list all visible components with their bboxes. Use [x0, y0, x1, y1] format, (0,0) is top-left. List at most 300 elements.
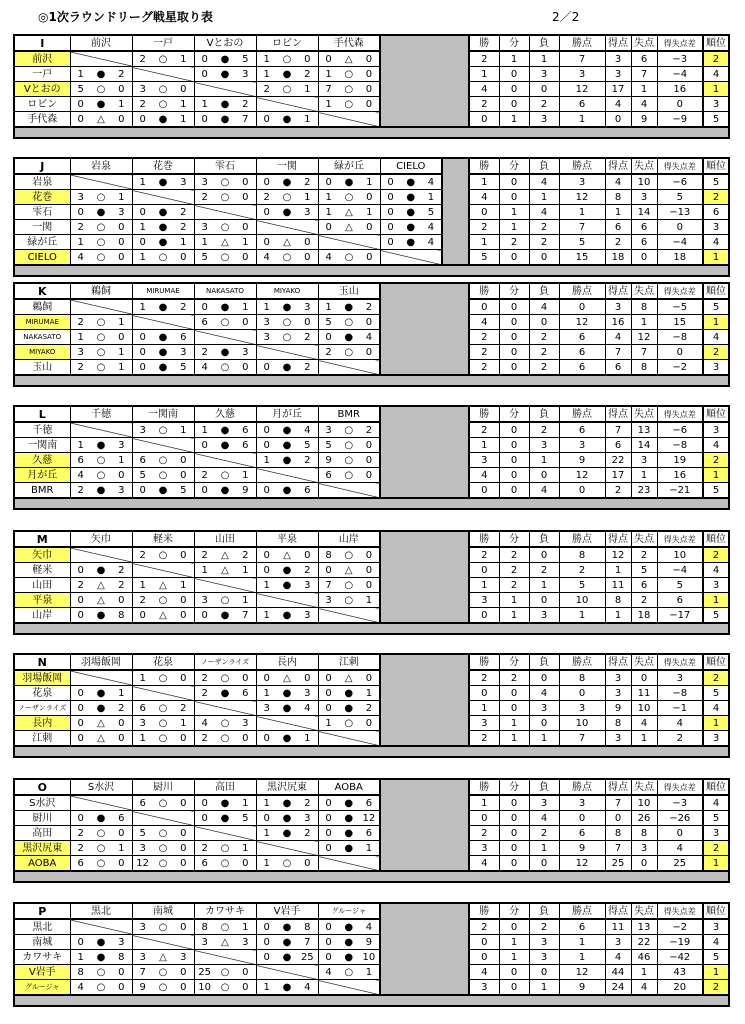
score-for: 6 — [139, 702, 146, 714]
row-team-name: 山田 — [14, 578, 70, 593]
score-against: 0 — [242, 966, 249, 978]
stat-header: 分 — [499, 903, 529, 919]
points: 6 — [559, 826, 605, 841]
stat-header: 分 — [499, 779, 529, 795]
draws: 1 — [499, 608, 529, 624]
points: 10 — [559, 716, 605, 731]
score-for: 0 — [263, 732, 270, 744]
self-match-diagonal — [256, 841, 318, 856]
match-result — [256, 811, 318, 826]
score-for: 12 — [136, 857, 150, 869]
result-mark: ● — [158, 331, 168, 343]
score-against: 2 — [242, 549, 249, 561]
score-for: 1 — [139, 251, 146, 263]
wins: 3 — [469, 453, 499, 468]
score-against: 1 — [118, 454, 125, 466]
team-row — [14, 980, 729, 996]
score-against: 0 — [118, 83, 125, 95]
row-team-name: AOBA — [14, 856, 70, 872]
score-for: 0 — [325, 936, 332, 948]
score-for: 0 — [139, 331, 146, 343]
result-mark: ● — [220, 812, 230, 824]
match-result — [256, 980, 318, 996]
result-mark: ○ — [220, 361, 230, 373]
stat-header: 順位 — [703, 779, 729, 795]
points: 8 — [559, 670, 605, 686]
rank: 5 — [703, 299, 729, 315]
result-mark: ○ — [220, 966, 230, 978]
draws: 1 — [499, 935, 529, 950]
losses: 2 — [529, 97, 559, 112]
stat-header: 得点 — [605, 779, 631, 795]
stat-header: 得点 — [605, 158, 631, 174]
score-against: 0 — [180, 594, 187, 606]
goal-difference: 6 — [657, 593, 703, 608]
result-mark: ● — [158, 301, 168, 313]
score-for: 1 — [325, 301, 332, 313]
row-team-name: 緑が丘 — [14, 235, 70, 250]
result-mark: △ — [159, 951, 167, 963]
team-row — [14, 856, 729, 872]
score-for: 1 — [201, 564, 208, 576]
losses: 4 — [529, 811, 559, 826]
losses: 4 — [529, 205, 559, 220]
wins: 4 — [469, 468, 499, 483]
match-result — [380, 190, 442, 205]
result-mark: ● — [344, 812, 354, 824]
result-mark: ○ — [344, 549, 354, 561]
match-result — [318, 811, 380, 826]
goals-against: 5 — [631, 563, 657, 578]
score-against: 0 — [118, 251, 125, 263]
draws: 0 — [499, 422, 529, 438]
group-label: O — [14, 779, 70, 795]
result-mark: ● — [220, 113, 230, 125]
row-team-name: 花泉 — [14, 686, 70, 701]
draws: 0 — [499, 826, 529, 841]
self-match-diagonal — [256, 965, 318, 980]
group-label: I — [14, 35, 70, 51]
score-for: 10 — [198, 981, 212, 993]
match-result — [70, 856, 132, 872]
goal-difference: −6 — [657, 174, 703, 190]
score-against: 1 — [180, 236, 187, 248]
result-mark: ○ — [96, 236, 106, 248]
score-for: 6 — [325, 469, 332, 481]
column-team-name: Vとおの — [194, 35, 256, 51]
stat-header: 得点 — [605, 654, 631, 670]
goals-for: 3 — [605, 67, 631, 82]
score-against: 3 — [242, 68, 249, 80]
wins: 1 — [469, 701, 499, 716]
losses: 3 — [529, 950, 559, 965]
score-against: 4 — [365, 331, 373, 343]
column-team-name: 平泉 — [256, 531, 318, 547]
goals-for: 3 — [605, 686, 631, 701]
points: 7 — [559, 51, 605, 67]
result-mark: ● — [220, 98, 230, 110]
losses: 4 — [529, 483, 559, 499]
goal-difference: 3 — [657, 670, 703, 686]
rank: 3 — [703, 826, 729, 841]
draws: 2 — [499, 670, 529, 686]
draws: 1 — [499, 205, 529, 220]
match-result — [194, 190, 256, 205]
result-mark: ○ — [220, 594, 230, 606]
score-for: 2 — [325, 346, 332, 358]
goal-difference: 0 — [657, 345, 703, 360]
goal-difference: 43 — [657, 965, 703, 980]
result-mark: ● — [282, 797, 292, 809]
match-result — [194, 811, 256, 826]
stat-header: 得点 — [605, 903, 631, 919]
score-for: 0 — [77, 732, 84, 744]
rank: 2 — [703, 670, 729, 686]
match-result — [256, 422, 318, 438]
score-for: 3 — [263, 316, 270, 328]
score-against: 0 — [180, 732, 187, 744]
stat-header: 失点 — [631, 283, 657, 299]
match-result — [70, 593, 132, 608]
goals-against: 11 — [631, 686, 657, 701]
team-row — [14, 422, 729, 438]
match-result — [194, 67, 256, 82]
points: 6 — [559, 97, 605, 112]
wins: 1 — [469, 438, 499, 453]
group-label: N — [14, 654, 70, 670]
result-mark: ● — [282, 68, 292, 80]
score-against: 6 — [118, 812, 125, 824]
stat-header: 失点 — [631, 158, 657, 174]
points: 5 — [559, 235, 605, 250]
result-mark: ● — [282, 702, 292, 714]
stat-header: 得失点差 — [657, 35, 703, 51]
wins: 2 — [469, 360, 499, 376]
score-against: 5 — [427, 206, 435, 218]
result-mark: ○ — [96, 469, 106, 481]
column-team-name: 月が丘 — [256, 406, 318, 422]
score-against: 0 — [365, 454, 373, 466]
score-against: 0 — [180, 842, 187, 854]
score-against: 3 — [304, 812, 311, 824]
score-against: 2 — [118, 564, 125, 576]
losses: 3 — [529, 608, 559, 624]
result-mark: △ — [97, 732, 105, 744]
match-result — [132, 250, 194, 266]
match-result — [70, 578, 132, 593]
score-for: 1 — [139, 176, 146, 188]
match-result — [194, 731, 256, 747]
wins: 4 — [469, 190, 499, 205]
score-for: 5 — [139, 469, 146, 481]
row-team-name: 厨川 — [14, 811, 70, 826]
goals-against: 12 — [631, 330, 657, 345]
match-result — [132, 483, 194, 499]
match-result — [70, 608, 132, 624]
result-mark: ○ — [220, 921, 230, 933]
match-result — [70, 686, 132, 701]
row-team-name: 江刺 — [14, 731, 70, 747]
wins: 3 — [469, 980, 499, 996]
score-against: 0 — [180, 921, 187, 933]
score-for: 0 — [139, 206, 146, 218]
score-for: 0 — [77, 113, 84, 125]
score-for: 2 — [77, 842, 84, 854]
wins: 1 — [469, 578, 499, 593]
wins: 3 — [469, 593, 499, 608]
row-team-name: 矢巾 — [14, 547, 70, 563]
row-team-name: V岩手 — [14, 965, 70, 980]
score-against: 9 — [242, 484, 249, 496]
score-against: 25 — [300, 951, 314, 963]
stat-header: 得点 — [605, 283, 631, 299]
match-result — [70, 205, 132, 220]
losses: 0 — [529, 856, 559, 872]
losses: 0 — [529, 593, 559, 608]
score-for: 0 — [325, 951, 332, 963]
match-result — [70, 935, 132, 950]
result-mark: ● — [282, 812, 292, 824]
result-mark: ● — [220, 609, 230, 621]
match-result — [70, 483, 132, 499]
column-team-name: 山田 — [194, 531, 256, 547]
rank: 1 — [703, 856, 729, 872]
score-for: 2 — [201, 346, 208, 358]
match-result — [132, 608, 194, 624]
score-for: 0 — [263, 206, 270, 218]
match-result — [70, 716, 132, 731]
score-for: 0 — [325, 176, 332, 188]
score-for: 1 — [263, 53, 270, 65]
score-against: 5 — [242, 53, 249, 65]
score-against: 0 — [242, 732, 249, 744]
row-team-name: BMR — [14, 483, 70, 499]
column-team-name: 黒北 — [70, 903, 132, 919]
row-team-name: 一関 — [14, 220, 70, 235]
score-for: 0 — [325, 672, 332, 684]
result-mark: ● — [220, 346, 230, 358]
result-mark: ○ — [344, 424, 354, 436]
score-for: 0 — [325, 221, 332, 233]
stat-header: 得失点差 — [657, 283, 703, 299]
result-mark: △ — [344, 53, 353, 65]
league-table-n — [13, 653, 730, 758]
points: 3 — [559, 67, 605, 82]
result-mark: ○ — [158, 797, 168, 809]
goals-against: 8 — [631, 360, 657, 376]
team-row — [14, 795, 729, 811]
score-for: 1 — [201, 236, 208, 248]
column-team-name: 花泉 — [132, 654, 194, 670]
result-mark: ● — [96, 702, 106, 714]
score-against: 1 — [180, 53, 187, 65]
result-mark: △ — [344, 672, 353, 684]
self-match-diagonal — [256, 97, 318, 112]
score-for: 3 — [139, 83, 146, 95]
losses: 2 — [529, 330, 559, 345]
result-mark: ○ — [282, 316, 292, 328]
points: 9 — [559, 980, 605, 996]
score-for: 7 — [139, 966, 146, 978]
team-row — [14, 220, 729, 235]
rank: 1 — [703, 468, 729, 483]
match-result — [256, 795, 318, 811]
score-against: 3 — [118, 439, 125, 451]
self-match-diagonal — [194, 578, 256, 593]
rank: 3 — [703, 97, 729, 112]
rank: 1 — [703, 593, 729, 608]
result-mark: ● — [96, 564, 106, 576]
wins: 1 — [469, 67, 499, 82]
result-mark: ○ — [282, 83, 292, 95]
stat-header: 得失点差 — [657, 406, 703, 422]
wins: 4 — [469, 82, 499, 97]
score-for: 0 — [77, 206, 84, 218]
match-result — [132, 330, 194, 345]
points: 6 — [559, 360, 605, 376]
match-result — [70, 235, 132, 250]
stat-header: 分 — [499, 283, 529, 299]
table-footer — [14, 498, 729, 509]
score-for: 0 — [325, 812, 332, 824]
score-against: 2 — [242, 98, 249, 110]
match-result — [194, 795, 256, 811]
group-label: J — [14, 158, 70, 174]
result-mark: ○ — [220, 176, 230, 188]
result-mark: ○ — [158, 251, 168, 263]
match-result — [256, 299, 318, 315]
rank: 5 — [703, 811, 729, 826]
stat-header: 負 — [529, 531, 559, 547]
score-against: 4 — [304, 702, 311, 714]
result-mark: ● — [158, 346, 168, 358]
goal-difference: 4 — [657, 841, 703, 856]
score-against: 8 — [118, 951, 125, 963]
goals-for: 8 — [605, 716, 631, 731]
draws: 2 — [499, 547, 529, 563]
score-against: 0 — [242, 251, 249, 263]
match-result — [70, 330, 132, 345]
score-against: 0 — [366, 191, 373, 203]
match-result — [256, 174, 318, 190]
result-mark: ○ — [282, 857, 292, 869]
score-for: 0 — [139, 361, 146, 373]
result-mark: ● — [282, 206, 292, 218]
result-mark: ○ — [344, 579, 354, 591]
match-result — [194, 360, 256, 376]
score-against: 2 — [180, 702, 187, 714]
stat-header: 分 — [499, 654, 529, 670]
team-row — [14, 965, 729, 980]
wins: 2 — [469, 731, 499, 747]
column-team-name: ロビン — [256, 35, 318, 51]
score-for: 25 — [198, 966, 212, 978]
rank: 3 — [703, 731, 729, 747]
goal-difference: −19 — [657, 935, 703, 950]
score-against: 1 — [242, 594, 249, 606]
score-against: 6 — [365, 797, 373, 809]
team-row — [14, 438, 729, 453]
match-result — [70, 980, 132, 996]
goal-difference: −4 — [657, 67, 703, 82]
score-for: 2 — [77, 827, 84, 839]
team-row — [14, 935, 729, 950]
rank: 5 — [703, 686, 729, 701]
column-team-name: 花巻 — [132, 158, 194, 174]
result-mark: ○ — [220, 717, 230, 729]
goal-difference: 10 — [657, 547, 703, 563]
row-team-name: グルージャ — [14, 980, 70, 996]
wins: 0 — [469, 112, 499, 128]
goals-for: 17 — [605, 468, 631, 483]
result-mark: ● — [282, 361, 292, 373]
points: 1 — [559, 608, 605, 624]
goals-against: 8 — [631, 826, 657, 841]
wins: 0 — [469, 811, 499, 826]
stat-header: 失点 — [631, 35, 657, 51]
match-result — [318, 299, 380, 315]
score-for: 6 — [77, 454, 84, 466]
score-for: 4 — [201, 361, 208, 373]
score-against: 0 — [242, 981, 249, 993]
score-for: 0 — [77, 98, 84, 110]
match-result — [70, 67, 132, 82]
goals-against: 9 — [631, 112, 657, 128]
rank: 2 — [703, 345, 729, 360]
result-mark: ● — [158, 236, 168, 248]
goals-for: 8 — [605, 190, 631, 205]
score-against: 1 — [242, 236, 249, 248]
result-mark: ● — [220, 68, 230, 80]
column-team-name: 一関 — [256, 158, 318, 174]
goals-against: 0 — [631, 856, 657, 872]
match-result — [194, 468, 256, 483]
self-match-diagonal — [194, 701, 256, 716]
points: 12 — [559, 82, 605, 97]
score-against: 0 — [242, 316, 249, 328]
result-mark: ● — [344, 687, 354, 699]
row-team-name: NAKASATO — [14, 330, 70, 345]
result-mark: ○ — [96, 827, 106, 839]
wins: 4 — [469, 856, 499, 872]
score-against: 0 — [366, 221, 373, 233]
self-match-diagonal — [70, 422, 132, 438]
goals-against: 10 — [631, 174, 657, 190]
team-row — [14, 299, 729, 315]
result-mark: ● — [220, 484, 230, 496]
page-number: 2／2 — [552, 10, 580, 24]
draws: 0 — [499, 67, 529, 82]
score-for: 1 — [77, 236, 84, 248]
losses: 0 — [529, 716, 559, 731]
table-footer — [14, 375, 729, 386]
goals-for: 0 — [605, 811, 631, 826]
score-for: 0 — [77, 594, 84, 606]
team-row — [14, 950, 729, 965]
match-result — [194, 563, 256, 578]
match-result — [256, 190, 318, 205]
stat-header: 得失点差 — [657, 531, 703, 547]
result-mark: ○ — [158, 469, 168, 481]
score-for: 0 — [325, 797, 332, 809]
self-match-diagonal — [318, 112, 380, 128]
result-mark: ○ — [344, 469, 354, 481]
goals-for: 6 — [605, 360, 631, 376]
goals-for: 24 — [605, 980, 631, 996]
result-mark: △ — [283, 236, 291, 248]
losses: 3 — [529, 701, 559, 716]
stat-header: 勝点 — [559, 406, 605, 422]
